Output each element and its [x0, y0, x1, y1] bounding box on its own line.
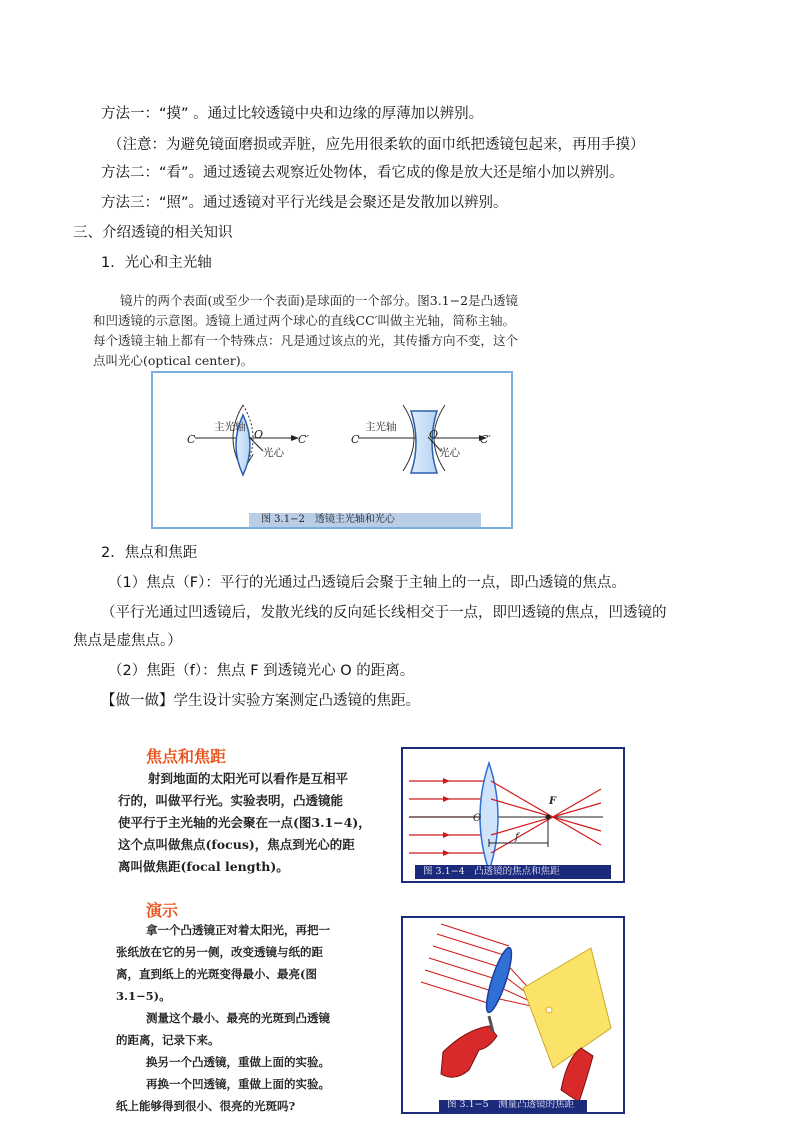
focal-point-dot: [546, 815, 551, 820]
demo-line-8: 再换一个凹透镜，重做上面的实验。: [146, 1077, 330, 1091]
focus-definition: （1）焦点（F）：平行的光通过凸透镜后会聚于主轴上的一点，即凸透镜的焦点。: [108, 575, 626, 591]
method-1: 方法一：“摸” 。通过比较透镜中央和边缘的厚薄加以辨别。: [101, 106, 484, 122]
label-center-right: 光心: [439, 447, 460, 459]
label-f-length: f: [515, 832, 519, 843]
figure-3-1-5-svg: [403, 918, 623, 1112]
demo-line-2: 张纸放在它的另一侧，改变透镜与纸的距: [116, 945, 323, 959]
label-c-right: C: [351, 433, 360, 446]
label-center-left: 光心: [263, 447, 284, 459]
figure-3-1-5: [401, 916, 625, 1114]
method-note: （注意：为避免镜面磨损或弄脏，应先用很柔软的面巾纸把透镜包起来，再用手摸）: [108, 137, 645, 153]
hand-lens: [482, 946, 516, 1015]
demo-line-7: 换另一个凸透镜，重做上面的实验。: [146, 1055, 330, 1069]
figure-3-1-2-caption: 图 3.1−2 透镜主光轴和光心: [261, 514, 395, 525]
figure-3-1-5-caption: 图 3.1−5 测量凸透镜的焦距: [447, 1099, 575, 1110]
focus-box-line-2: 行的，叫做平行光。实验表明，凸透镜能: [118, 793, 344, 808]
focus-box-line-5: 离叫做焦距(focal length)。: [118, 859, 289, 874]
demo-line-9: 纸上能够得到很小、很亮的光斑吗?: [116, 1099, 296, 1113]
convex-lens: [480, 763, 498, 871]
subsection-1-title: 1．光心和主光轴: [101, 255, 212, 271]
method-2: 方法二：“看”。通过透镜去观察近处物体，看它成的像是放大还是缩小加以辨别。: [101, 165, 624, 181]
label-c-left: C: [187, 433, 196, 446]
demo-line-1: 拿一个凸透镜正对着太阳光，再把一: [146, 923, 330, 937]
label-axis-left: 主光轴: [214, 421, 246, 433]
focus-box-line-1: 射到地面的太阳光可以看作是互相平: [148, 771, 349, 786]
label-c-prime-left: C′: [298, 433, 309, 446]
label-o-right: O: [429, 428, 439, 441]
demo-line-4: 3.1−5)。: [116, 989, 171, 1003]
figure-3-1-4-svg: [403, 749, 623, 881]
demo-line-3: 离，直到纸上的光斑变得最小、最亮(图: [116, 967, 317, 981]
method-3: 方法三：“照”。通过透镜对平行光线是会聚还是发散加以辨别。: [101, 195, 508, 211]
demo-line-6: 的距离，记录下来。: [116, 1033, 220, 1047]
demo-title: 演示: [146, 901, 179, 920]
do-it-activity: 【做一做】学生设计实验方案测定凸透镜的焦距。: [101, 693, 420, 709]
textbook1-line-2: 和凹透镜的示意图。透镜上通过两个球心的直线CC′叫做主光轴，简称主轴。: [93, 313, 515, 328]
light-spot: [546, 1007, 552, 1013]
label-f-point: F: [549, 796, 557, 807]
figure-3-1-2: [151, 371, 513, 529]
focal-length-definition: （2）焦距（f）：焦点 F 到透镜光心 O 的距离。: [108, 663, 415, 679]
left-hand: [441, 1026, 497, 1077]
subsection-2-title: 2．焦点和焦距: [101, 545, 198, 561]
textbook1-line-1: 镜片的两个表面(或至少一个表面)是球面的一个部分。图3.1−2是凸透镜: [120, 293, 519, 308]
figure-3-1-4: [401, 747, 625, 883]
demo-line-5: 测量这个最小、最亮的光斑到凸透镜: [146, 1011, 330, 1025]
label-c-prime-right: C′: [480, 433, 491, 446]
focus-box-line-3: 使平行于主光轴的光会聚在一点(图3.1−4)，: [118, 815, 371, 830]
section-3-title: 三、介绍透镜的相关知识: [73, 225, 233, 241]
concave-focus-note-1: （平行光通过凹透镜后，发散光线的反向延长线相交于一点，即凹透镜的焦点，凹透镜的: [101, 605, 667, 621]
textbook1-line-3: 每个透镜主轴上都有一个特殊点：凡是通过该点的光，其传播方向不变，这个: [93, 333, 519, 348]
label-o: O: [473, 813, 482, 824]
label-axis-right: 主光轴: [365, 421, 397, 433]
paper-sheet: [523, 948, 611, 1068]
concave-focus-note-2: 焦点是虚焦点。）: [73, 633, 182, 649]
label-o-left: O: [254, 428, 264, 441]
figure-3-1-4-caption: 图 3.1−4 凸透镜的焦点和焦距: [423, 866, 560, 877]
textbook1-line-4: 点叫光心(optical center)。: [93, 353, 254, 368]
focus-box-line-4: 这个点叫做焦点(focus)，焦点到光心的距: [118, 837, 355, 852]
focus-box-title: 焦点和焦距: [146, 747, 227, 766]
